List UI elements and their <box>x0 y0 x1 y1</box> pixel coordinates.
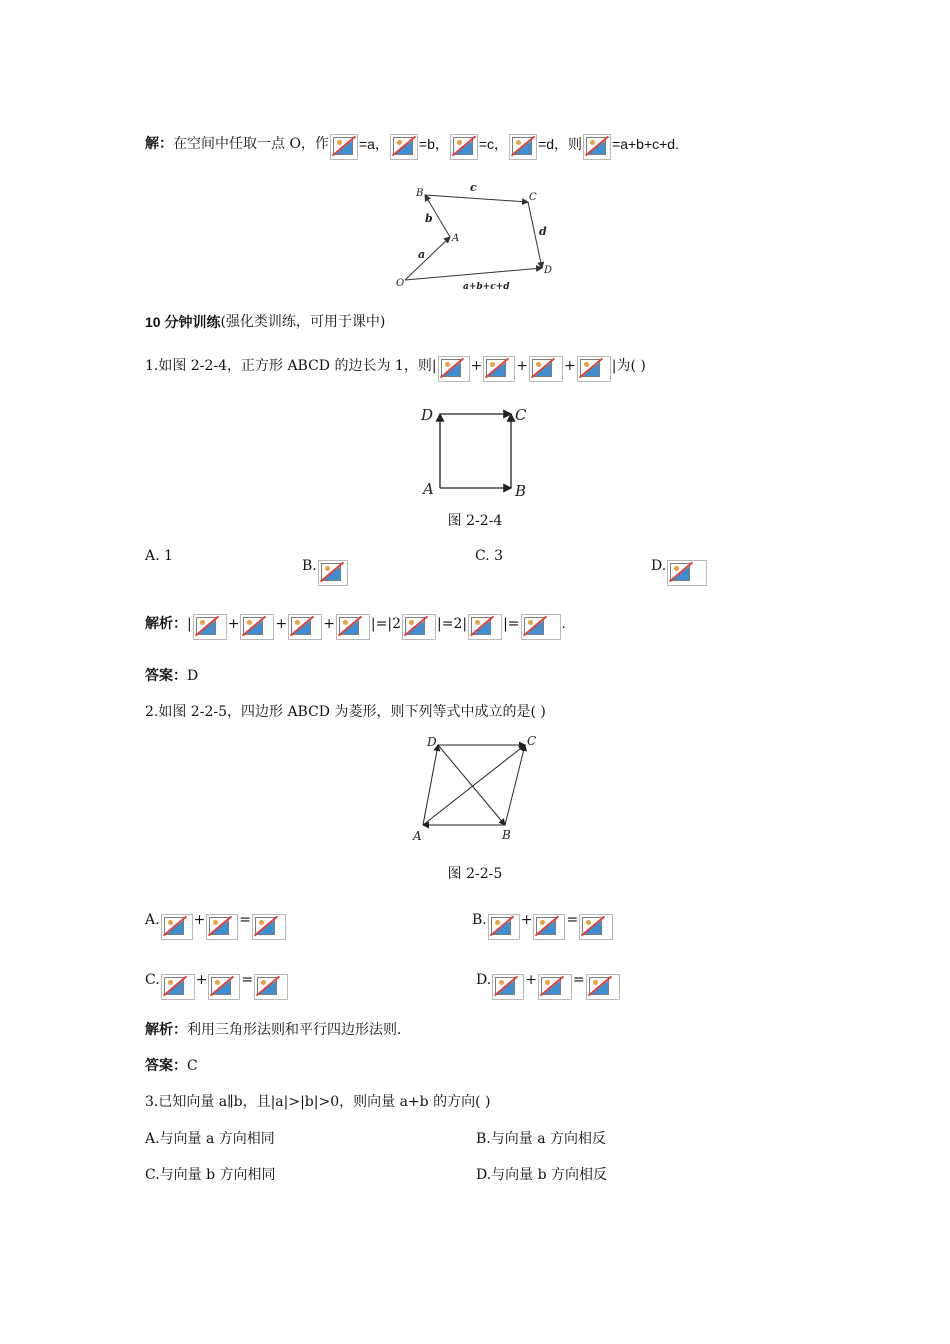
square-figure <box>415 402 535 502</box>
q2-option-c <box>145 962 289 988</box>
broken-image-icon <box>438 356 470 382</box>
label-O: O <box>396 278 405 289</box>
vector-a-arrow <box>405 237 450 280</box>
q3-option-b <box>476 1128 606 1148</box>
analysis-end: . <box>561 616 566 632</box>
solution-text-1: 在空间中任取一点 O，作 <box>173 136 329 152</box>
q1-option-a <box>145 548 173 564</box>
equals-sign: = <box>572 972 585 988</box>
answer-label: 答案： <box>145 1058 187 1074</box>
broken-image-icon <box>193 614 227 640</box>
q1-plus: + <box>564 358 576 374</box>
label-C: C <box>529 192 537 203</box>
q1-text-b: |为( ) <box>611 358 646 374</box>
broken-image-icon <box>402 614 436 640</box>
label-D: D <box>421 406 434 424</box>
figure-caption-2-2-4: 图 2-2-4 <box>447 513 503 529</box>
solution-1-line <box>145 128 679 154</box>
option-c-text: C. <box>145 972 160 988</box>
option-b-text: B. <box>472 912 487 928</box>
label-c: c <box>470 181 477 194</box>
equals-sign: = <box>566 912 579 928</box>
option-a-text: A. <box>145 912 160 928</box>
broken-image-icon <box>252 914 286 940</box>
q3-option-c <box>145 1164 276 1184</box>
label-B: B <box>515 482 527 500</box>
q2-answer <box>145 1056 198 1076</box>
plus-sign: + <box>520 912 533 928</box>
q3-text: 3.已知向量 a∥b，且|a|>|b|>0，则向量 a+b 的方向( ) <box>145 1094 491 1110</box>
solution-text-6: =a+b+c+d. <box>612 136 679 152</box>
vector-sum-arrow <box>405 268 542 280</box>
broken-image-icon <box>579 914 613 940</box>
equals-sign: = <box>239 912 252 928</box>
q1-plus: + <box>516 358 529 374</box>
broken-image-icon <box>390 134 418 160</box>
answer-value: C <box>187 1058 198 1074</box>
broken-image-icon <box>521 614 561 640</box>
rhombus-figure <box>405 730 545 845</box>
label-b: b <box>425 212 433 225</box>
solution-text-4: =c， <box>478 136 509 152</box>
analysis-plus: + <box>227 616 240 632</box>
option-b-text: B.与向量 a 方向相反 <box>476 1131 606 1147</box>
q3-option-a <box>145 1128 275 1148</box>
analysis-eq-1: |=|2 <box>370 616 401 632</box>
option-a-text: A.与向量 a 方向相同 <box>145 1131 275 1147</box>
q3-option-d <box>476 1164 607 1184</box>
vector-AD-arrow <box>423 745 438 825</box>
broken-image-icon <box>667 560 707 586</box>
answer-value: D <box>187 668 199 684</box>
section-subtitle: (强化类训练，可用于课中) <box>220 314 386 330</box>
plus-sign: + <box>193 912 206 928</box>
option-d-text: D. <box>651 558 667 574</box>
q2-option-b <box>472 902 614 928</box>
option-a-text: A. 1 <box>145 548 173 564</box>
broken-image-icon <box>208 974 240 1000</box>
solution-text-2: =a， <box>358 136 389 152</box>
broken-image-icon <box>318 560 348 586</box>
q2-analysis <box>145 1020 401 1040</box>
q1-plus: + <box>470 358 483 374</box>
q1-option-b <box>302 548 349 574</box>
broken-image-icon <box>529 356 563 382</box>
label-a: a <box>418 248 426 261</box>
analysis-text: 利用三角形法则和平行四边形法则. <box>187 1022 402 1038</box>
broken-image-icon <box>488 914 520 940</box>
label-A: A <box>423 480 434 498</box>
analysis-label: 解析： <box>145 616 187 632</box>
option-d-text: D.与向量 b 方向相反 <box>476 1167 608 1183</box>
broken-image-icon <box>509 134 537 160</box>
analysis-eq-2: |=2| <box>437 616 468 632</box>
question-2 <box>145 702 546 722</box>
label-B: B <box>502 828 511 842</box>
broken-image-icon <box>288 614 322 640</box>
q2-text: 2.如图 2-2-5，四边形 ABCD 为菱形，则下列等式中成立的是( ) <box>145 704 546 720</box>
broken-image-icon <box>336 614 370 640</box>
label-C: C <box>527 734 537 748</box>
analysis-plus: + <box>323 616 335 632</box>
q1-text-a: 1.如图 2-2-4，正方形 ABCD 的边长为 1，则| <box>145 358 437 374</box>
broken-image-icon <box>161 974 195 1000</box>
label-A: A <box>413 829 422 843</box>
q1-option-c <box>475 548 503 564</box>
broken-image-icon <box>533 914 565 940</box>
option-c-text: C. 3 <box>475 548 504 564</box>
solution-text-3: =b， <box>418 136 449 152</box>
broken-image-icon <box>577 356 611 382</box>
figure-caption-2-2-5: 图 2-2-5 <box>447 866 503 882</box>
question-3 <box>145 1092 490 1112</box>
answer-label: 答案： <box>145 668 187 684</box>
broken-image-icon <box>483 356 515 382</box>
solution-text-5: =d，则 <box>538 136 583 152</box>
vector-DB-arrow <box>438 745 505 825</box>
equals-sign: = <box>241 972 254 988</box>
label-d: d <box>539 225 547 238</box>
plus-sign: + <box>525 972 537 988</box>
broken-image-icon <box>468 614 502 640</box>
label-D: D <box>427 735 437 749</box>
broken-image-icon <box>330 134 358 160</box>
option-d-text: D. <box>476 972 492 988</box>
section-title: 10 分钟训练 <box>145 314 221 330</box>
vector-sum-figure <box>390 178 570 296</box>
vector-c-arrow <box>425 195 528 202</box>
q1-option-d <box>651 548 708 574</box>
label-A: A <box>452 233 460 244</box>
vector-BC-arrow <box>505 745 525 825</box>
option-b-text: B. <box>302 558 317 574</box>
label-sum: a+b+c+d <box>463 282 510 292</box>
solution-label: 解： <box>145 136 173 152</box>
q1-answer <box>145 666 198 686</box>
broken-image-icon <box>161 914 193 940</box>
section-heading <box>145 312 385 332</box>
plus-sign: + <box>195 972 208 988</box>
broken-image-icon <box>586 974 620 1000</box>
q1-analysis <box>145 608 566 634</box>
label-C: C <box>515 406 527 424</box>
broken-image-icon <box>583 134 611 160</box>
vector-AC-arrow <box>423 745 525 825</box>
broken-image-icon <box>240 614 274 640</box>
broken-image-icon <box>254 974 288 1000</box>
analysis-bar: | <box>187 616 192 632</box>
analysis-label: 解析： <box>145 1022 187 1038</box>
analysis-plus: + <box>275 616 288 632</box>
q2-option-a <box>145 902 287 928</box>
option-c-text: C.与向量 b 方向相同 <box>145 1167 276 1183</box>
broken-image-icon <box>206 914 238 940</box>
broken-image-icon <box>538 974 572 1000</box>
question-1 <box>145 350 646 376</box>
label-D: D <box>544 265 553 276</box>
label-B: B <box>416 188 424 199</box>
analysis-eq-3: |= <box>503 616 520 632</box>
q2-option-d <box>476 962 621 988</box>
broken-image-icon <box>492 974 524 1000</box>
broken-image-icon <box>450 134 478 160</box>
